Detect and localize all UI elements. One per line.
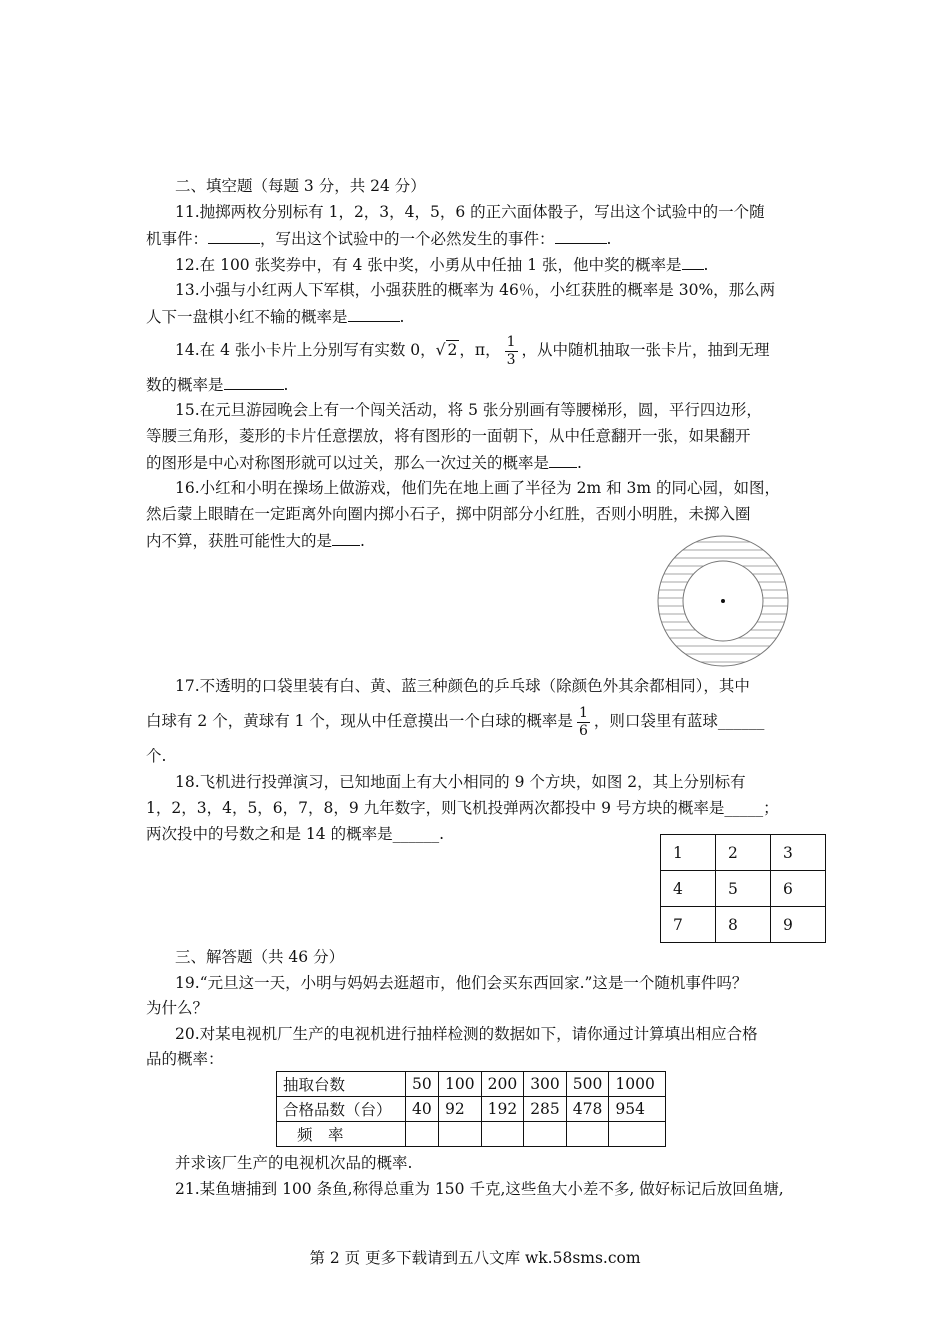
answer-blank — [549, 452, 577, 468]
table-cell: 285 — [524, 1097, 567, 1122]
q16-line2: 然后蒙上眼睛在一定距离外向圈内掷小石子，掷中阴部分小红胜，否则小明胜，未掷入圈 — [146, 505, 751, 523]
grid-cell: 3 — [771, 835, 826, 871]
table-cell: 954 — [609, 1097, 666, 1122]
q20-line2: 品的概率： — [146, 1050, 224, 1068]
table-row — [277, 1122, 666, 1147]
q16-line1: 16.小红和小明在操场上做游戏，他们先在地上画了半径为 2m 和 3m 的同心园，如图， — [175, 479, 780, 497]
page-footer: 第 2 页 更多下载请到五八文库 wk.58sms.com — [309, 1249, 641, 1267]
answer-blank — [348, 306, 400, 322]
answer-blank — [208, 228, 260, 244]
table-cell — [406, 1122, 439, 1147]
grid-cell: 8 — [716, 907, 771, 943]
q17-line1: 17.不透明的口袋里装有白、黄、蓝三种颜色的乒乓球（除颜色外其余都相同），其中 — [175, 677, 750, 695]
table-cell: 40 — [406, 1097, 439, 1122]
q15-line3: 的图形是中心对称图形就可以过关，那么一次过关的概率是 . — [146, 454, 582, 472]
q13-line1: 13.小强与小红两人下军棋，小强获胜的概率为 46％，小红获胜的概率是 30%，那么两 — [175, 281, 776, 299]
q14-line2: 数的概率是 . — [146, 376, 289, 394]
table-row — [277, 1097, 666, 1122]
q12: 12.在 100 张奖券中，有 4 张中奖，小勇从中任抽 1 张，他中奖的概率是 . — [175, 256, 709, 274]
q19-line2: 为什么？ — [146, 999, 209, 1017]
answer-blank — [224, 374, 284, 390]
table-cell: 192 — [481, 1097, 524, 1122]
answer-blank — [332, 530, 360, 546]
q18-line2: 1，2，3，4，5，6，7，8，9 九年数字，则飞机投弹两次都投中 9 号方块的概率是_____； — [146, 799, 779, 817]
table-row — [277, 1072, 666, 1097]
q14-line1: 14.在 4 张小卡片上分别写有实数 0，√ 2 ，π， $\frac{1}{3}$ ，从中随机抽取一张卡片，抽到无理 — [175, 333, 770, 368]
concentric-circles-figure — [656, 534, 790, 668]
q17-line2: 白球有 2 个，黄球有 1 个，现从中任意摸出一个白球的概率是 $\frac{1}{6}$ ，则口袋里有蓝球______ — [146, 704, 765, 739]
table-cell: 100 — [439, 1072, 482, 1097]
table-cell — [566, 1122, 609, 1147]
grid-cell: 4 — [661, 871, 716, 907]
grid-cell: 6 — [771, 871, 826, 907]
grid-cell: 5 — [716, 871, 771, 907]
grid-cell: 2 — [716, 835, 771, 871]
q18-line1: 18.飞机进行投弹演习，已知地面上有大小相同的 9 个方块，如图 2，其上分别标有 — [175, 773, 746, 791]
grid-cell: 1 — [661, 835, 716, 871]
q20-after: 并求该厂生产的电视机次品的概率. — [175, 1154, 413, 1172]
table-cell: 300 — [524, 1072, 567, 1097]
table-cell: 92 — [439, 1097, 482, 1122]
q15-line2: 等腰三角形，菱形的卡片任意摆放，将有图形的一面朝下，从中任意翻开一张，如果翻开 — [146, 427, 751, 445]
fraction: $\frac{1}{6}$ — [578, 704, 588, 739]
q20-line1: 20.对某电视机厂生产的电视机进行抽样检测的数据如下，请你通过计算填出相应合格 — [175, 1025, 758, 1043]
q11-line1: 11.抛掷两枚分别标有 1，2，3，4，5，6 的正六面体骰子，写出这个试验中的一个随 — [175, 203, 765, 221]
table-cell — [481, 1122, 524, 1147]
sampling-table — [276, 1071, 666, 1147]
table-cell: 500 — [566, 1072, 609, 1097]
q18-line3: 两次投中的号数之和是 14 的概率是______. — [146, 825, 445, 843]
section-heading: 二、填空题（每题 3 分，共 24 分） — [175, 177, 426, 195]
table-cell: 200 — [481, 1072, 524, 1097]
fraction: $\frac{1}{3}$ — [506, 333, 516, 368]
answer-blank — [555, 228, 607, 244]
grid-cell: 9 — [771, 907, 826, 943]
q17-line3: 个. — [146, 747, 167, 765]
q13-line2: 人下一盘棋小红不输的概率是 . — [146, 308, 405, 326]
table-cell — [609, 1122, 666, 1147]
q21-line1: 21.某鱼塘捕到 100 条鱼,称得总重为 150 千克,这些鱼大小差不多, 做好标记后放回鱼塘, — [175, 1180, 784, 1198]
table-cell: 频 率 — [277, 1122, 406, 1147]
center-point — [721, 599, 725, 603]
table-cell: 合格品数（台） — [277, 1097, 406, 1122]
sqrt-symbol: √ 2 — [435, 341, 458, 359]
number-grid — [660, 834, 826, 943]
q16-line3: 内不算，获胜可能性大的是 . — [146, 532, 365, 550]
q19-line1: 19.“元旦这一天，小明与妈妈去逛超市，他们会买东西回家.”这是一个随机事件吗？ — [175, 974, 748, 992]
q11-line2: 机事件： ，写出这个试验中的一个必然发生的事件： . — [146, 230, 612, 248]
q15-line1: 15.在元旦游园晚会上有一个闯关活动，将 5 张分别画有等腰梯形，圆，平行四边形， — [175, 401, 762, 419]
table-cell — [439, 1122, 482, 1147]
table-cell — [524, 1122, 567, 1147]
table-cell: 50 — [406, 1072, 439, 1097]
table-cell: 1000 — [609, 1072, 666, 1097]
table-cell: 抽取台数 — [277, 1072, 406, 1097]
section-heading: 三、解答题（共 46 分） — [175, 948, 345, 966]
table-cell: 478 — [566, 1097, 609, 1122]
answer-blank — [682, 254, 704, 270]
grid-cell: 7 — [661, 907, 716, 943]
